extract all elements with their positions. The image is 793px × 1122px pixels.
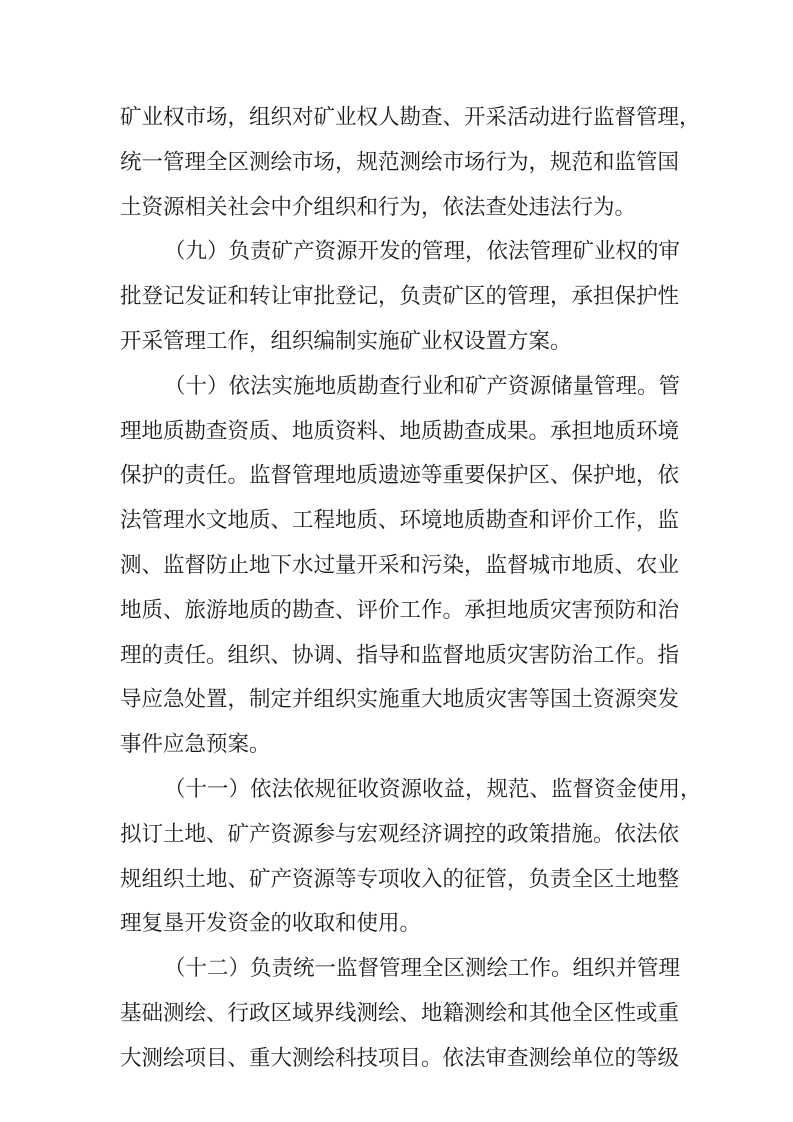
text-line: 理复垦开发资金的收取和使用。 xyxy=(120,911,422,937)
text-line: 地质、旅游地质的勘查、评价工作。承担地质灾害预防和治 xyxy=(120,597,680,623)
text-line: 开采管理工作，组织编制实施矿业权设置方案。 xyxy=(120,328,572,354)
text-line: 事件应急预案。 xyxy=(120,732,271,758)
text-line: 批登记发证和转让审批登记，负责矿区的管理，承担保护性 xyxy=(120,284,680,310)
text-line: 导应急处置，制定并组织实施重大地质灾害等国土资源突发 xyxy=(120,687,680,713)
paragraph-first-line: （十二）负责统一监督管理全区测绘工作。组织并管理 xyxy=(164,956,681,982)
text-line: 基础测绘、行政区域界线测绘、地籍测绘和其他全区性或重 xyxy=(120,1000,680,1026)
text-line: 理的责任。组织、协调、指导和监督地质灾害防治工作。指 xyxy=(120,642,680,668)
text-line: 理地质勘查资质、地质资料、地质勘查成果。承担地质环境 xyxy=(120,418,680,444)
text-line: 统一管理全区测绘市场，规范测绘市场行为，规范和监管国 xyxy=(120,149,680,175)
document-body xyxy=(120,96,702,1082)
text-line: 法管理水文地质、工程地质、环境地质勘查和评价工作，监 xyxy=(120,508,680,534)
text-line: 规组织土地、矿产资源等专项收入的征管，负责全区土地整 xyxy=(120,866,680,892)
paragraph-first-line: （九）负责矿产资源开发的管理，依法管理矿业权的审 xyxy=(164,239,681,265)
text-line: 矿业权市场，组织对矿业权人勘查、开采活动进行监督管理， xyxy=(120,105,701,130)
text-line: 测、监督防止地下水过量开采和污染，监督城市地质、农业 xyxy=(120,552,680,578)
text-line: 大测绘项目、重大测绘科技项目。依法审查测绘单位的等级 xyxy=(120,1045,680,1071)
paragraph-first-line: （十一）依法依规征收资源收益，规范、监督资金使用， xyxy=(164,776,702,802)
paragraph-first-line: （十）依法实施地质勘查行业和矿产资源储量管理。管 xyxy=(164,373,681,399)
text-line: 保护的责任。监督管理地质遗迹等重要保护区、保护地，依 xyxy=(120,463,680,489)
text-line: 土资源相关社会中介组织和行为，依法查处违法行为。 xyxy=(120,194,637,220)
text-line: 拟订土地、矿产资源参与宏观经济调控的政策措施。依法依 xyxy=(120,821,680,847)
